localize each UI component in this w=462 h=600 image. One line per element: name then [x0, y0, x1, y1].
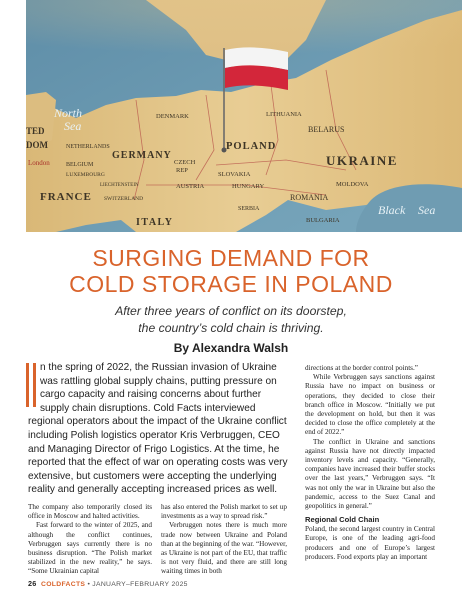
body-column-1	[28, 503, 152, 577]
map-label-switzerland: SWITZERLAND	[104, 196, 144, 202]
body-paragraph: directions at the border control points.”	[305, 364, 418, 372]
body-column-3	[305, 364, 435, 562]
article-byline: By Alexandra Walsh	[173, 341, 289, 355]
body-paragraph: Poland, the second largest country in Central Europe, is one of the leading agri-food producers and one of Europe’s largest producers. Food exports play an important	[305, 525, 435, 561]
poland-flag	[225, 47, 288, 90]
subhead-line-2: the country’s cold chain is thriving.	[138, 321, 324, 335]
map-label-dom: DOM	[26, 140, 48, 150]
headline-line-2: COLD STORAGE IN POLAND	[69, 271, 393, 297]
map-label-austria: AUSTRIA	[176, 183, 205, 190]
section-heading-regional-cold-chain: Regional Cold Chain	[305, 515, 380, 525]
article-subhead	[0, 303, 462, 337]
map-label-ukraine: UKRAINE	[326, 153, 398, 168]
map-label-belgium: BELGIUM	[66, 162, 94, 168]
map-label-france: FRANCE	[40, 191, 92, 203]
page-footer	[28, 579, 188, 588]
map-label-denmark: DENMARK	[156, 113, 189, 120]
body-paragraph: has also entered the Polish market to set up investments as a way to spread risk.”	[161, 503, 287, 521]
hero-map-image	[26, 0, 462, 232]
map-label-lithuania: LITHUANIA	[266, 111, 302, 118]
map-label-hungary: HUNGARY	[232, 183, 265, 190]
map-label-luxembourg: LUXEMBOURG	[66, 172, 105, 178]
body-paragraph: Verbruggen notes there is much more trade now between Ukraine and Poland than at the beginning of the war. “However, as Ukraine is not part of the EU, that traffic is not very fluid, and there are still long waiting times in both	[161, 521, 287, 576]
headline-line-1: SURGING DEMAND FOR	[92, 245, 370, 271]
map-label-bulgaria: BULGARIA	[306, 217, 340, 224]
map-label-netherlands: NETHERLANDS	[66, 144, 110, 150]
drop-cap-i	[26, 363, 36, 407]
body-paragraph: While Verbruggen says sanctions against Russia have no impact on business or operations, they decided to close their branch office in Moscow. “Initially we put the development on hold, but then it was decided to close the office completely at the end of 2022.”	[305, 373, 435, 437]
body-column-2	[161, 503, 287, 577]
subhead-line-1: After three years of conflict on its doorstep,	[115, 304, 347, 318]
map-label-black-sea: Black	[378, 203, 406, 217]
map-label-romania: ROMANIA	[290, 193, 329, 202]
map-label-poland: POLAND	[226, 141, 277, 152]
map-label-serbia: SERBIA	[238, 206, 260, 212]
magazine-brand: COLDFACTS	[41, 581, 86, 588]
article-headline	[0, 245, 462, 297]
map-label-moldova: MOLDOVA	[336, 181, 369, 188]
lead-text: n the spring of 2022, the Russian invasion of Ukraine was rattling global supply chains, putting pressure on cargo capacity and raising concerns about further supply chain disruptions. Cold Facts interviewed regional operators about the impact of the Ukraine conflict including Polish logistics operator Kris Verbruggen, CEO and Managing Director of Frigo Logistics. At the time, he reported that the effect of war on operating costs was very extensive, but customers were accepting the underlying reality and generally accepting increased prices as well.	[28, 362, 288, 496]
lead-paragraph	[28, 361, 292, 497]
map-label-black-sea: Sea	[418, 203, 436, 217]
map-label-north-sea: North	[54, 106, 83, 120]
map-label-liechtenstein: LIECHTENSTEIN	[100, 183, 139, 188]
map-label-czech-rep: REP	[176, 167, 188, 174]
map-label-slovakia: SLOVAKIA	[218, 171, 251, 178]
body-paragraph: Fast forward to the winter of 2025, and although the conflict continues, Verbruggen says currently there is no business disruption. “The Polish market stabilized in the new reality,” he says. “Some Ukrainian capital	[28, 521, 152, 576]
map-label-germany: GERMANY	[112, 150, 172, 161]
map-label-london: London	[28, 159, 50, 167]
map-label-italy: ITALY	[136, 217, 174, 228]
map-label-belarus: BELARUS	[308, 125, 345, 134]
issue-date: • JANUARY–FEBRUARY 2025	[85, 581, 188, 588]
body-paragraph: The conflict in Ukraine and sanctions against Russia have not directly impacted inventory levels and capacity. “Generally, companies have increased their buffer stocks over the last years,” Verbruggen says. “It was not only the war in Ukraine but also the pandemic, access to the Suez Canal and geopolitics in general.”	[305, 437, 435, 511]
body-paragraph: The company also temporarily closed its office in Moscow and halted activities.	[28, 503, 152, 521]
map-label-north-sea: Sea	[64, 119, 82, 133]
map-label-ted: TED	[26, 126, 45, 136]
map-label-czech: CZECH	[174, 159, 196, 166]
page-number: 26	[28, 579, 37, 588]
